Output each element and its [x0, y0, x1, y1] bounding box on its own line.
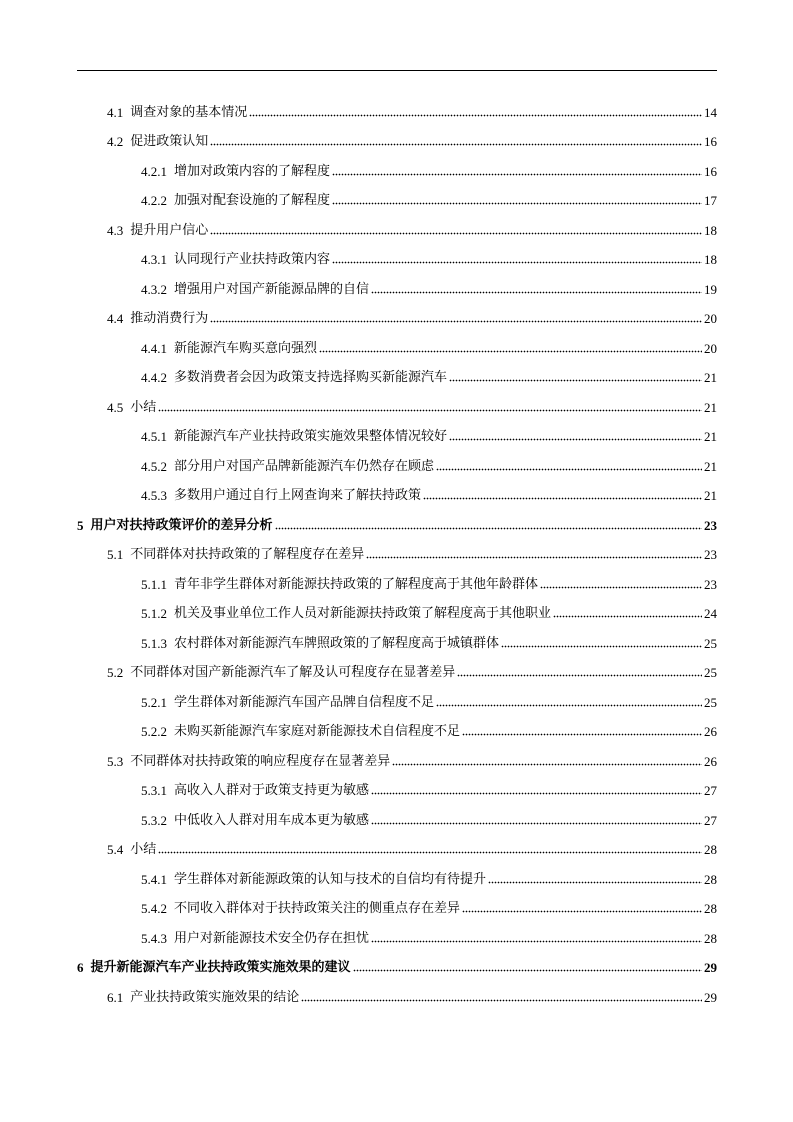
toc-entry[interactable] — [0, 334, 793, 364]
toc-entry[interactable] — [0, 629, 793, 659]
toc-entry[interactable] — [0, 482, 793, 512]
toc-entry-number: 4.5.2 — [141, 458, 167, 474]
toc-entry-number: 5.2.1 — [141, 694, 167, 710]
toc-entry-number: 5.4.1 — [141, 871, 167, 887]
toc-entry-title: 学生群体对新能源汽车国产品牌自信程度不足 — [174, 694, 435, 710]
toc-entry-title: 不同群体对国产新能源汽车了解及认可程度存在显著差异 — [130, 665, 456, 681]
toc-entry[interactable] — [0, 275, 793, 305]
toc-entry-title: 加强对配套设施的了解程度 — [174, 193, 331, 209]
toc-entry-title: 小结 — [130, 842, 157, 858]
toc-dot-leader — [210, 227, 702, 235]
toc-entry[interactable] — [0, 452, 793, 482]
toc-entry-title: 用户对扶持政策评价的差异分析 — [90, 517, 273, 533]
toc-entry-page-number: 28 — [704, 901, 717, 917]
toc-entry-page-number: 21 — [704, 370, 717, 386]
toc-dot-leader — [249, 109, 702, 117]
toc-entry-title: 小结 — [130, 399, 157, 415]
toc-entry-title: 提升用户信心 — [130, 222, 209, 238]
toc-entry-number: 4.3.2 — [141, 281, 167, 297]
toc-entry-title: 促进政策认知 — [130, 134, 209, 150]
toc-entry-title: 调查对象的基本情况 — [130, 104, 248, 120]
toc-entry[interactable] — [0, 659, 793, 689]
toc-dot-leader — [332, 168, 702, 176]
toc-dot-leader — [436, 699, 702, 707]
toc-entry-number: 5.1.2 — [141, 606, 167, 622]
toc-entry-number: 4.5.1 — [141, 429, 167, 445]
toc-entry-page-number: 23 — [704, 576, 717, 592]
toc-entry-number: 5.2 — [107, 665, 124, 681]
toc-entry-page-number: 16 — [704, 134, 717, 150]
toc-entry[interactable] — [0, 423, 793, 453]
toc-dot-leader — [366, 551, 702, 559]
toc-entry-page-number: 27 — [704, 783, 717, 799]
toc-entry[interactable] — [0, 511, 793, 541]
toc-entry-title: 增加对政策内容的了解程度 — [174, 163, 331, 179]
toc-entry[interactable] — [0, 806, 793, 836]
toc-entry-number: 5.4.2 — [141, 901, 167, 917]
toc-entry[interactable] — [0, 924, 793, 954]
toc-entry-page-number: 28 — [704, 842, 717, 858]
toc-entry[interactable] — [0, 688, 793, 718]
toc-dot-leader — [488, 876, 702, 884]
toc-dot-leader — [332, 256, 702, 264]
toc-entry[interactable] — [0, 364, 793, 394]
toc-entry-page-number: 25 — [704, 665, 717, 681]
toc-entry-number: 5.3 — [107, 753, 124, 769]
toc-dot-leader — [210, 315, 702, 323]
toc-entry-page-number: 16 — [704, 163, 717, 179]
toc-entry-page-number: 18 — [704, 222, 717, 238]
toc-entry[interactable] — [0, 305, 793, 335]
toc-entry-page-number: 20 — [704, 340, 717, 356]
toc-entry-page-number: 26 — [704, 753, 717, 769]
toc-entry-number: 4.2 — [107, 134, 124, 150]
toc-entry[interactable] — [0, 836, 793, 866]
toc-entry-title: 中低收入人群对用车成本更为敏感 — [174, 812, 370, 828]
toc-dot-leader — [436, 463, 702, 471]
toc-entry-number: 6 — [77, 960, 84, 976]
toc-entry-number: 4.3 — [107, 222, 124, 238]
toc-entry-number: 4.3.1 — [141, 252, 167, 268]
toc-entry-page-number: 28 — [704, 930, 717, 946]
toc-dot-leader — [423, 492, 702, 500]
toc-entry[interactable] — [0, 187, 793, 217]
toc-dot-leader — [371, 935, 702, 943]
toc-entry[interactable] — [0, 570, 793, 600]
toc-entry-title: 增强用户对国产新能源品牌的自信 — [174, 281, 370, 297]
toc-entry[interactable] — [0, 393, 793, 423]
toc-entry[interactable] — [0, 600, 793, 630]
toc-entry-title: 新能源汽车产业扶持政策实施效果整体情况较好 — [174, 429, 448, 445]
toc-entry-title: 推动消费行为 — [130, 311, 209, 327]
toc-entry-page-number: 25 — [704, 635, 717, 651]
toc-entry[interactable] — [0, 128, 793, 158]
toc-entry-number: 5.3.1 — [141, 783, 167, 799]
toc-entry-title: 多数消费者会因为政策支持选择购买新能源汽车 — [174, 370, 448, 386]
toc-entry-page-number: 20 — [704, 311, 717, 327]
toc-entry-page-number: 19 — [704, 281, 717, 297]
toc-entry[interactable] — [0, 157, 793, 187]
toc-entry-title: 不同收入群体对于扶持政策关注的侧重点存在差异 — [174, 901, 461, 917]
toc-entry[interactable] — [0, 541, 793, 571]
toc-dot-leader — [210, 138, 702, 146]
toc-entry[interactable] — [0, 98, 793, 128]
toc-entry-title: 机关及事业单位工作人员对新能源扶持政策了解程度高于其他职业 — [174, 606, 552, 622]
toc-entry-title: 新能源汽车购买意向强烈 — [174, 340, 318, 356]
toc-entry-title: 不同群体对扶持政策的了解程度存在差异 — [130, 547, 365, 563]
toc-entry-title: 高收入人群对于政策支持更为敏感 — [174, 783, 370, 799]
toc-entry-number: 5.2.2 — [141, 724, 167, 740]
header-rule — [77, 70, 717, 71]
toc-entry-number: 5 — [77, 517, 84, 533]
toc-entry-page-number: 18 — [704, 252, 717, 268]
toc-entry[interactable] — [0, 718, 793, 748]
toc-entry-page-number: 29 — [704, 989, 717, 1005]
toc-entry-page-number: 23 — [704, 547, 717, 563]
toc-dot-leader — [553, 610, 702, 618]
toc-entry-number: 4.4 — [107, 311, 124, 327]
toc-entry[interactable] — [0, 246, 793, 276]
toc-entry-page-number: 21 — [704, 429, 717, 445]
toc-entry-number: 6.1 — [107, 989, 124, 1005]
toc-entry-page-number: 23 — [704, 517, 717, 533]
toc-entry-page-number: 26 — [704, 724, 717, 740]
toc-entry-number: 4.4.2 — [141, 370, 167, 386]
toc-dot-leader — [158, 846, 702, 854]
toc-dot-leader — [332, 197, 702, 205]
toc-entry-number: 5.1.3 — [141, 635, 167, 651]
toc-entry-page-number: 21 — [704, 458, 717, 474]
toc-entry-title: 不同群体对扶持政策的响应程度存在显著差异 — [130, 753, 391, 769]
toc-entry-number: 5.3.2 — [141, 812, 167, 828]
toc-entry-number: 4.2.2 — [141, 193, 167, 209]
toc-entry-title: 提升新能源汽车产业扶持政策实施效果的建议 — [90, 960, 351, 976]
toc-entry-title: 用户对新能源技术安全仍存在担忧 — [174, 930, 370, 946]
toc-entry-page-number: 25 — [704, 694, 717, 710]
toc-entry[interactable] — [0, 747, 793, 777]
toc-entry-title: 农村群体对新能源汽车牌照政策的了解程度高于城镇群体 — [174, 635, 500, 651]
toc-dot-leader — [319, 345, 702, 353]
toc-entry-page-number: 21 — [704, 399, 717, 415]
toc-entry[interactable] — [0, 216, 793, 246]
toc-entry-number: 5.1 — [107, 547, 124, 563]
toc-entry-title: 认同现行产业扶持政策内容 — [174, 252, 331, 268]
toc-entry-page-number: 24 — [704, 606, 717, 622]
toc-dot-leader — [371, 286, 702, 294]
toc-dot-leader — [462, 905, 702, 913]
toc-dot-leader — [501, 640, 702, 648]
toc-dot-leader — [457, 669, 702, 677]
toc-entry[interactable] — [0, 954, 793, 984]
toc-entry-page-number: 14 — [704, 104, 717, 120]
toc-dot-leader — [462, 728, 702, 736]
toc-entry[interactable] — [0, 983, 793, 1013]
toc-entry-number: 4.5 — [107, 399, 124, 415]
toc-entry-title: 产业扶持政策实施效果的结论 — [130, 989, 300, 1005]
toc-entry-number: 5.4.3 — [141, 930, 167, 946]
toc-dot-leader — [371, 787, 702, 795]
toc-dot-leader — [301, 994, 702, 1002]
toc-entry-page-number: 27 — [704, 812, 717, 828]
toc-entry[interactable] — [0, 865, 793, 895]
toc-entry-title: 多数用户通过自行上网查询来了解扶持政策 — [174, 488, 422, 504]
toc-dot-leader — [540, 581, 702, 589]
toc-entry-page-number: 17 — [704, 193, 717, 209]
toc-entry-number: 4.2.1 — [141, 163, 167, 179]
toc-dot-leader — [371, 817, 702, 825]
toc-entry-number: 4.1 — [107, 104, 124, 120]
toc-entry-title: 未购买新能源汽车家庭对新能源技术自信程度不足 — [174, 724, 461, 740]
toc-entry-number: 5.4 — [107, 842, 124, 858]
toc-entry-title: 学生群体对新能源政策的认知与技术的自信均有待提升 — [174, 871, 487, 887]
toc-dot-leader — [449, 374, 702, 382]
toc-entry-number: 4.5.3 — [141, 488, 167, 504]
toc-entry-number: 4.4.1 — [141, 340, 167, 356]
toc-entry-title: 部分用户对国产品牌新能源汽车仍然存在顾虑 — [174, 458, 435, 474]
toc-entry[interactable] — [0, 777, 793, 807]
toc-dot-leader — [353, 964, 702, 972]
toc-entry-page-number: 29 — [704, 960, 717, 976]
toc-entry[interactable] — [0, 895, 793, 925]
toc-dot-leader — [158, 404, 702, 412]
toc-dot-leader — [449, 433, 702, 441]
table-of-contents — [0, 98, 793, 1013]
toc-entry-title: 青年非学生群体对新能源扶持政策的了解程度高于其他年龄群体 — [174, 576, 539, 592]
toc-entry-page-number: 28 — [704, 871, 717, 887]
toc-entry-number: 5.1.1 — [141, 576, 167, 592]
toc-dot-leader — [392, 758, 702, 766]
toc-entry-page-number: 21 — [704, 488, 717, 504]
toc-dot-leader — [275, 522, 702, 530]
